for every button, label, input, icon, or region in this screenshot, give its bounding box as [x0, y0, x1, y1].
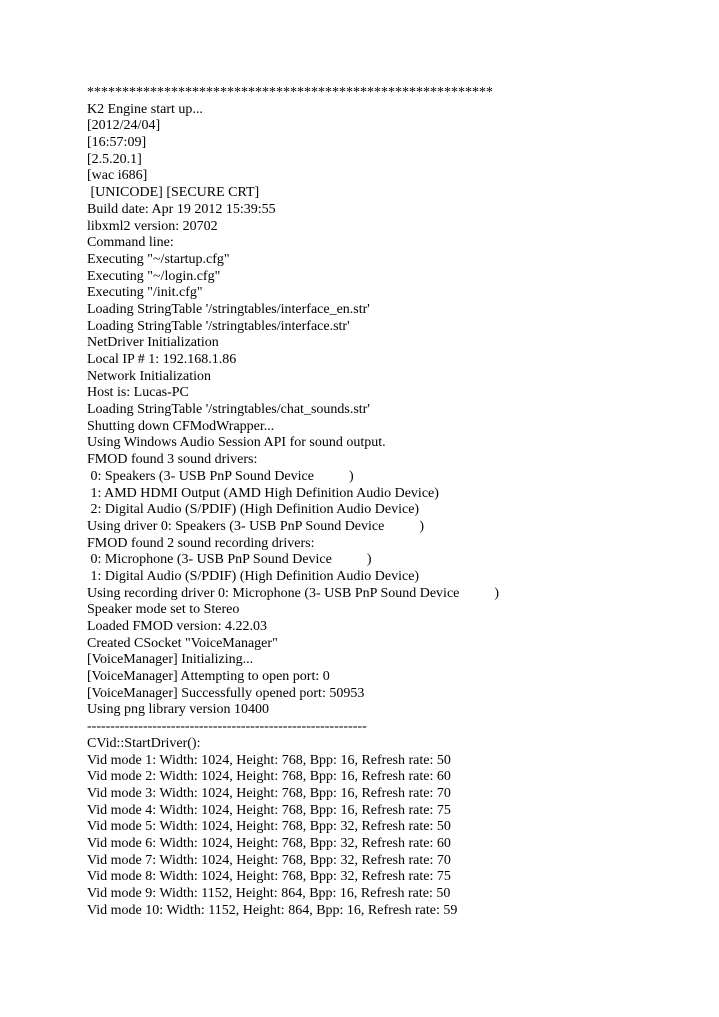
log-line: Vid mode 8: Width: 1024, Height: 768, Bpp: 32, Refresh rate: 75 — [87, 869, 451, 885]
log-line: ********************************************************** — [87, 85, 493, 100]
log-line: Shutting down CFModWrapper... — [87, 418, 275, 434]
log-line: Vid mode 3: Width: 1024, Height: 768, Bpp: 16, Refresh rate: 70 — [87, 785, 451, 801]
log-line: Loading StringTable '/stringtables/interface.str' — [87, 318, 350, 334]
log-line: FMOD found 2 sound recording drivers: — [87, 535, 315, 551]
log-line: 1: Digital Audio (S/PDIF) (High Definition Audio Device) — [87, 568, 420, 584]
log-line: Using driver 0: Speakers (3- USB PnP Sound Device ) — [87, 518, 425, 534]
log-line: Vid mode 5: Width: 1024, Height: 768, Bpp: 32, Refresh rate: 50 — [87, 819, 451, 835]
log-line: K2 Engine start up... — [87, 101, 203, 117]
log-line: Vid mode 2: Width: 1024, Height: 768, Bpp: 16, Refresh rate: 60 — [87, 769, 451, 785]
log-line: Vid mode 9: Width: 1152, Height: 864, Bpp: 16, Refresh rate: 50 — [87, 886, 451, 901]
log-line: Build date: Apr 19 2012 15:39:55 — [87, 201, 276, 217]
log-line: Created CSocket "VoiceManager" — [87, 635, 278, 651]
log-line: Command line: — [87, 235, 174, 251]
log-line: 0: Speakers (3- USB PnP Sound Device ) — [87, 468, 354, 484]
log-line: Executing "~/login.cfg" — [87, 268, 221, 284]
log-line: ------------------------------------------------------------ — [87, 719, 367, 735]
log-line: [VoiceManager] Successfully opened port: 50953 — [87, 685, 365, 701]
log-line: Vid mode 1: Width: 1024, Height: 768, Bpp: 16, Refresh rate: 50 — [87, 752, 451, 768]
log-line: NetDriver Initialization — [87, 335, 219, 351]
log-line: [wac i686] — [87, 168, 148, 184]
log-line: 2: Digital Audio (S/PDIF) (High Definition Audio Device) — [87, 502, 420, 518]
log-line: 1: AMD HDMI Output (AMD High Definition Audio Device) — [87, 485, 439, 501]
log-line: Vid mode 4: Width: 1024, Height: 768, Bpp: 16, Refresh rate: 75 — [87, 802, 451, 818]
log-line: Vid mode 7: Width: 1024, Height: 768, Bpp: 32, Refresh rate: 70 — [87, 852, 451, 868]
log-line: CVid::StartDriver(): — [87, 735, 201, 751]
log-line: FMOD found 3 sound drivers: — [87, 452, 258, 468]
log-line: Loading StringTable '/stringtables/interface_en.str' — [87, 301, 370, 317]
log-line: Local IP # 1: 192.168.1.86 — [87, 352, 237, 367]
log-line: [16:57:09] — [87, 135, 147, 151]
log-line: 0: Microphone (3- USB PnP Sound Device ) — [87, 552, 372, 568]
log-line: [VoiceManager] Initializing... — [87, 652, 254, 668]
log-line: [2.5.20.1] — [87, 151, 142, 167]
log-line: Host is: Lucas-PC — [87, 385, 189, 401]
log-line: Loaded FMOD version: 4.22.03 — [87, 619, 268, 634]
log-line: Using png library version 10400 — [87, 702, 269, 718]
log-line: [UNICODE] [SECURE CRT] — [87, 185, 260, 201]
log-line: [VoiceManager] Attempting to open port: 0 — [87, 669, 330, 685]
log-line: Executing "~/startup.cfg" — [87, 251, 230, 267]
log-line: libxml2 version: 20702 — [87, 218, 218, 234]
log-document — [87, 85, 707, 919]
log-line: Network Initialization — [87, 368, 212, 384]
log-line: [2012/24/04] — [87, 118, 161, 134]
log-line: Vid mode 6: Width: 1024, Height: 768, Bpp: 32, Refresh rate: 60 — [87, 835, 451, 851]
log-line: Using recording driver 0: Microphone (3- USB PnP Sound Device ) — [87, 585, 500, 601]
log-line: Executing "/init.cfg" — [87, 285, 203, 301]
log-line: Vid mode 10: Width: 1152, Height: 864, Bpp: 16, Refresh rate: 59 — [87, 902, 458, 918]
log-line: Using Windows Audio Session API for sound output. — [87, 435, 386, 451]
log-line: Speaker mode set to Stereo — [87, 602, 240, 618]
log-line: Loading StringTable '/stringtables/chat_sounds.str' — [87, 402, 370, 418]
